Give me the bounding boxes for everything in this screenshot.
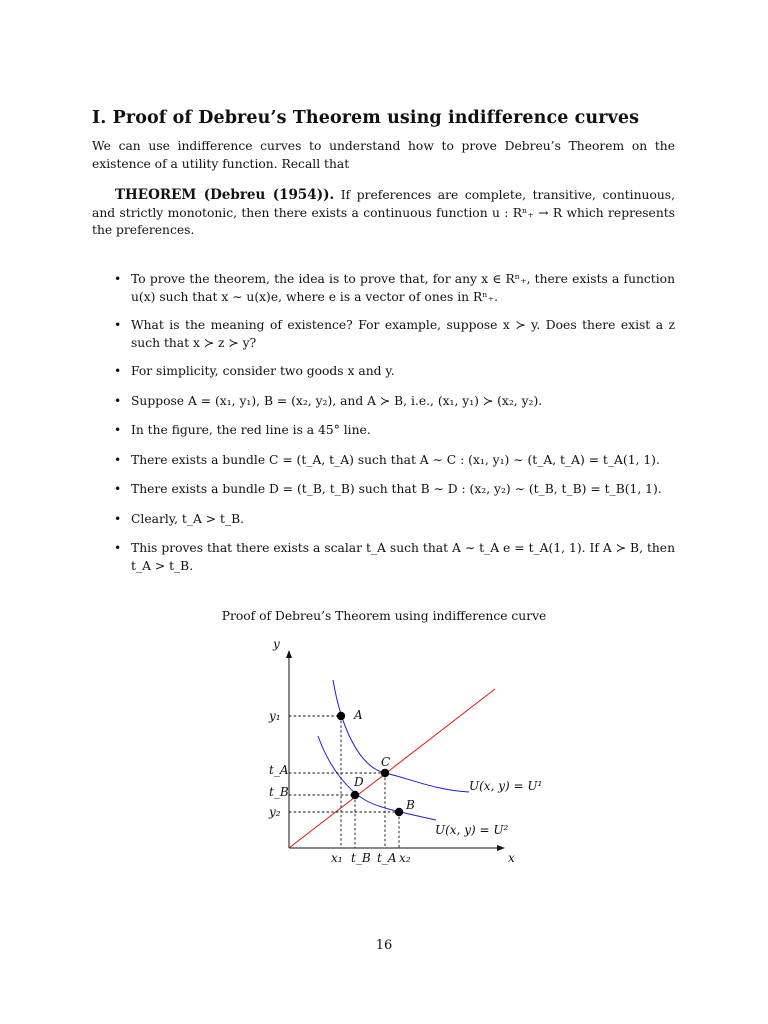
x-tick-tb: t_B — [351, 851, 371, 865]
bullet-list — [92, 271, 675, 575]
x-tick-x1: x₁ — [331, 851, 343, 865]
y-tick-tb: t_B — [269, 785, 289, 799]
bullet-text: What is the meaning of existence? For example, suppose x ≻ y. Does there exist a z such that x ≻ z ≻ y? — [131, 318, 675, 350]
intro-paragraph: We can use indifference curves to understand how to prove Debreu’s Theorem on the existence of a utility function. Recall that — [92, 139, 675, 171]
point-c-marker — [381, 769, 389, 777]
x-axis-arrowhead — [497, 845, 505, 851]
bullet-text: This proves that there exists a scalar t_A such that A ∼ t_A e = t_A(1, 1). If A ≻ B, then t_A > t_B. — [131, 541, 675, 573]
bullet-text: Suppose A = (x₁, y₁), B = (x₂, y₂), and A ≻ B, i.e., (x₁, y₁) ≻ (x₂, y₂). — [131, 393, 543, 408]
bullet-text: There exists a bundle D = (t_B, t_B) such that B ∼ D : (x₂, y₂) ∼ (t_B, t_B) = t_B(1, 1). — [131, 482, 662, 496]
point-b-marker — [395, 808, 403, 816]
bullet-item — [92, 363, 675, 381]
theorem-citation: (Debreu (1954)). — [196, 187, 335, 203]
bullet-text: There exists a bundle C = (t_A, t_A) such that A ∼ C : (x₁, y₁) ∼ (t_A, t_A) = t_A(1, 1). — [131, 452, 660, 467]
x-tick-ta: t_A — [377, 851, 397, 865]
point-a-label: A — [354, 708, 363, 722]
point-d-label: D — [354, 775, 364, 789]
bullet-icon: • — [114, 511, 122, 526]
curve-u1-label: U(x, y) = U¹ — [469, 779, 543, 793]
y-tick-ta: t_A — [269, 763, 289, 777]
bullet-icon: • — [114, 318, 122, 332]
y-tick-y1: y₁ — [269, 709, 281, 723]
y-tick-y2: y₂ — [269, 805, 281, 819]
bullet-text: For simplicity, consider two goods x and y. — [131, 364, 395, 378]
bullet-icon: • — [114, 393, 122, 408]
bullet-icon: • — [114, 452, 122, 467]
bullet-item — [92, 393, 675, 411]
bullet-text: To prove the theorem, the idea is to prove that, for any x ∈ Rⁿ₊, there exists a function u(x) such that x ∼ u(x)e, where e is a vector of ones in Rⁿ₊. — [131, 272, 675, 304]
theorem-label: THEOREM — [115, 187, 197, 203]
bullet-icon: • — [114, 541, 122, 555]
theorem-body: If preferences are complete, transitive, continuous, and strictly monotonic, then there exists a continuous function u : Rⁿ₊ → R which represents the preferences. — [92, 188, 675, 237]
section-title: I. Proof of Debreu’s Theorem using indifference curves — [92, 108, 640, 128]
figure-caption: Proof of Debreu’s Theorem using indifference curve — [221, 609, 547, 623]
bullet-icon: • — [114, 364, 122, 378]
y-axis-label: y — [273, 637, 280, 651]
bullet-item — [92, 317, 675, 352]
point-d-marker — [351, 791, 359, 799]
bullet-icon: • — [114, 272, 122, 286]
x-axis-label: x — [508, 851, 515, 865]
bullet-item — [92, 511, 675, 529]
theorem-paragraph — [92, 187, 675, 240]
indifference-curve-figure — [255, 632, 555, 872]
bullet-icon: • — [114, 482, 122, 496]
curve-u2-label: U(x, y) = U² — [435, 823, 509, 837]
page-number: 16 — [375, 938, 393, 953]
bullet-item — [92, 271, 675, 306]
point-b-label: B — [406, 798, 415, 812]
bullet-item — [92, 481, 675, 499]
point-a-marker — [337, 712, 345, 720]
bullet-text: Clearly, t_A > t_B. — [131, 511, 245, 526]
bullet-item — [92, 422, 675, 440]
x-tick-x2: x₂ — [399, 851, 411, 865]
bullet-icon: • — [114, 423, 122, 437]
bullet-item — [92, 452, 675, 470]
y-axis-arrowhead — [286, 650, 292, 658]
point-c-label: C — [381, 755, 391, 769]
bullet-text: In the figure, the red line is a 45° line. — [131, 423, 371, 437]
bullet-item — [92, 540, 675, 575]
